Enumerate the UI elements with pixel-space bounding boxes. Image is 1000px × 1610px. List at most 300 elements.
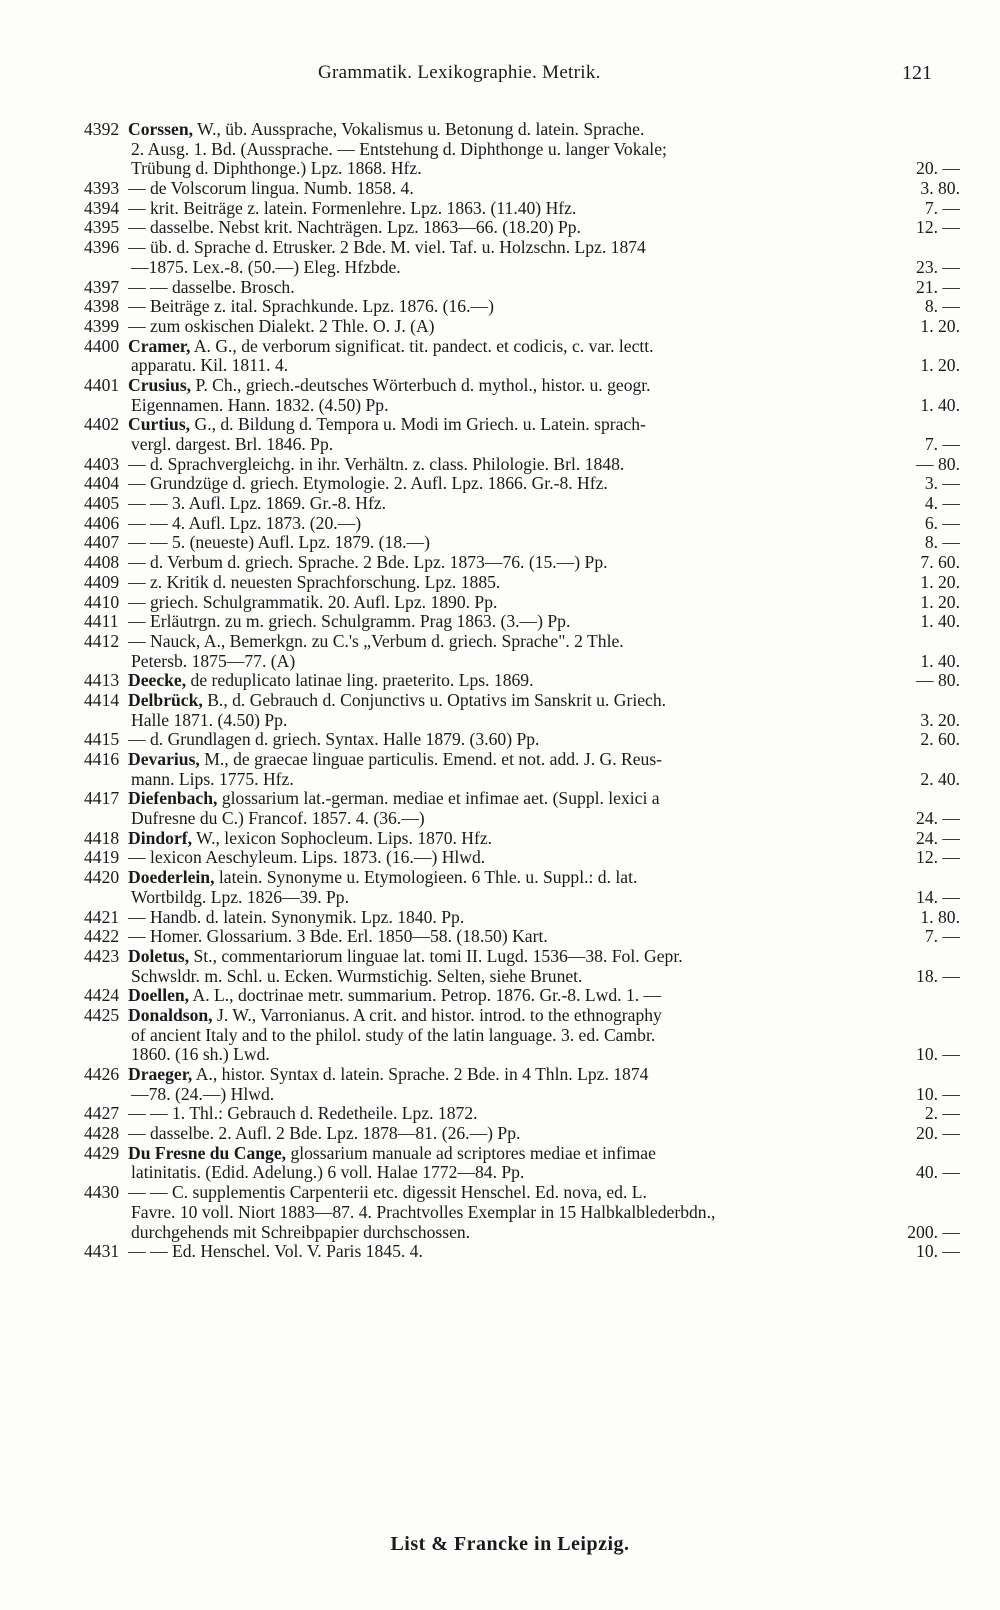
catalog-entry <box>0 927 1000 947</box>
catalog-entry <box>0 829 1000 849</box>
catalog-entry <box>0 612 1000 632</box>
entry-text <box>128 218 868 238</box>
entry-line <box>0 120 1000 140</box>
entry-line <box>0 1223 1000 1243</box>
entry-line-text: — Handb. d. latein. Synonymik. Lpz. 1840. Pp. <box>128 907 465 927</box>
entry-line-text: Eigennamen. Hann. 1832. (4.50) Pp. <box>131 395 389 415</box>
catalog-entry <box>0 120 1000 179</box>
entry-line <box>0 238 1000 258</box>
entry-line-text: — — Ed. Henschel. Vol. V. Paris 1845. 4. <box>128 1242 423 1262</box>
entry-price: 10. — <box>916 1241 960 1262</box>
entry-price: 1. 20. <box>920 355 960 376</box>
catalog-entry <box>0 1065 1000 1104</box>
entry-line-text: — — C. supplementis Carpenterii etc. digessit Henschel. Ed. nova, ed. L. <box>128 1183 647 1203</box>
entry-price: 8. — <box>924 532 960 553</box>
entry-line <box>0 553 1000 573</box>
entry-line <box>0 514 1000 534</box>
entry-text <box>128 533 868 553</box>
entry-text <box>128 671 868 691</box>
entry-text <box>131 967 871 987</box>
entry-line-text: durchgehends mit Schreibpapier durchschossen. <box>131 1222 471 1242</box>
entry-price: 40. — <box>916 1162 960 1183</box>
catalog-entry <box>0 553 1000 573</box>
entry-price: 10. — <box>916 1044 960 1065</box>
entry-line <box>0 848 1000 868</box>
footer-text: List & Francke in Leipzig. <box>390 1533 630 1555</box>
entry-line <box>0 179 1000 199</box>
entry-number: 4408 <box>84 552 120 573</box>
entry-number: 4393 <box>84 178 120 199</box>
entry-number: 4418 <box>84 827 120 848</box>
entry-line <box>0 1045 1000 1065</box>
catalog-entry <box>0 1183 1000 1242</box>
entry-line <box>0 159 1000 179</box>
entry-text <box>128 848 868 868</box>
entry-line <box>0 435 1000 455</box>
entry-price: 2. 40. <box>920 768 960 789</box>
catalog-entry <box>0 1242 1000 1262</box>
entry-line-text: — Nauck, A., Bemerkgn. zu C.'s „Verbum d. griech. Sprache". 2 Thle. <box>128 631 624 651</box>
entry-line-text: —78. (24.—) Hlwd. <box>131 1084 275 1104</box>
catalog-entry <box>0 278 1000 298</box>
entry-text <box>128 1104 868 1124</box>
entry-text <box>131 258 871 278</box>
entry-text <box>128 750 868 770</box>
entry-price: 1. 40. <box>920 650 960 671</box>
catalog-entry <box>0 179 1000 199</box>
catalog-entry <box>0 593 1000 613</box>
entry-number: 4395 <box>84 217 120 238</box>
entry-text <box>128 612 868 632</box>
entry-line-text: — Homer. Glossarium. 3 Bde. Erl. 1850—58. (18.50) Kart. <box>128 927 548 947</box>
entry-author: Dindorf, <box>128 828 193 848</box>
catalog-entry <box>0 199 1000 219</box>
entry-line-text: — dasselbe. 2. Aufl. 2 Bde. Lpz. 1878—81. (26.—) Pp. <box>128 1124 521 1144</box>
entry-text <box>131 1203 871 1223</box>
entry-author: Du Fresne du Cange, <box>128 1143 287 1163</box>
entry-line <box>0 593 1000 613</box>
entry-line-text: — d. Grundlagen d. griech. Syntax. Halle 1879. (3.60) Pp. <box>128 730 540 750</box>
entry-line-text: Dufresne du C.) Francof. 1857. 4. (36.—) <box>131 809 425 829</box>
entry-line <box>0 1163 1000 1183</box>
catalog-entry <box>0 337 1000 376</box>
entry-text <box>131 711 871 731</box>
entry-line <box>0 967 1000 987</box>
entry-line-text: — lexicon Aeschyleum. Lips. 1873. (16.—) Hlwd. <box>128 848 486 868</box>
entry-line-text: — Beiträge z. ital. Sprachkunde. Lpz. 1876. (16.—) <box>128 297 494 317</box>
entry-price: 2. 60. <box>920 729 960 750</box>
entry-line <box>0 494 1000 514</box>
catalog-entry <box>0 671 1000 691</box>
entry-line <box>0 711 1000 731</box>
entry-price: 21. — <box>916 276 960 297</box>
entry-price: 6. — <box>924 512 960 533</box>
entry-author: Corssen, <box>128 120 193 139</box>
entry-number: 4415 <box>84 729 120 750</box>
entry-number: 4403 <box>84 453 120 474</box>
entry-line <box>0 337 1000 357</box>
entry-text <box>128 1006 868 1026</box>
entry-author: Curtius, <box>128 415 191 435</box>
entry-line-text: — — 5. (neueste) Aufl. Lpz. 1879. (18.—) <box>128 533 430 553</box>
entry-text <box>128 455 868 475</box>
entry-line-text: A. L., doctrinae metr. summarium. Petrop. 1876. Gr.-8. Lwd. 1. — <box>192 986 662 1006</box>
entry-text <box>128 553 868 573</box>
entry-price: 200. — <box>907 1221 960 1242</box>
entry-number: 4401 <box>84 374 120 395</box>
entry-text <box>128 593 868 613</box>
entry-line <box>0 927 1000 947</box>
entry-text <box>128 1144 868 1164</box>
entry-line-text: A., histor. Syntax d. latein. Sprache. 2 Bde. in 4 Thln. Lpz. 1874 <box>195 1065 649 1084</box>
entry-number: 4412 <box>84 630 120 651</box>
entry-price: 20. — <box>916 1123 960 1144</box>
entry-price: 3. 20. <box>920 709 960 730</box>
catalog-entry <box>0 632 1000 671</box>
entry-number: 4413 <box>84 670 120 691</box>
entry-number: 4411 <box>84 611 119 632</box>
entry-number: 4430 <box>84 1182 120 1203</box>
entry-line <box>0 396 1000 416</box>
catalog-entry <box>0 986 1000 1006</box>
entry-line <box>0 730 1000 750</box>
entry-line <box>0 455 1000 475</box>
entry-line-text: W., lexicon Sophocleum. Lips. 1870. Hfz. <box>196 828 493 848</box>
entry-number: 4404 <box>84 473 120 494</box>
catalog-entry <box>0 750 1000 789</box>
entry-number: 4400 <box>84 335 120 356</box>
entry-number: 4392 <box>84 119 120 139</box>
entry-line <box>0 1242 1000 1262</box>
entry-number: 4425 <box>84 1004 120 1025</box>
catalog-entry <box>0 947 1000 986</box>
entry-text <box>128 908 868 928</box>
entry-number: 4399 <box>84 315 120 336</box>
entry-line <box>0 652 1000 672</box>
entry-number: 4406 <box>84 512 120 533</box>
entry-price: 24. — <box>916 827 960 848</box>
entry-line-text: — krit. Beiträge z. latein. Formenlehre. Lpz. 1863. (11.40) Hfz. <box>128 198 577 218</box>
entry-price: 1. 20. <box>920 591 960 612</box>
entry-author: Doletus, <box>128 946 190 966</box>
entry-line <box>0 199 1000 219</box>
entry-text <box>131 809 871 829</box>
entry-line <box>0 809 1000 829</box>
entry-line-text: B., d. Gebrauch d. Conjunctivs u. Optativs im Sanskrit u. Griech. <box>207 690 667 710</box>
entry-author: Deecke, <box>128 671 187 691</box>
entry-line-text: Halle 1871. (4.50) Pp. <box>131 710 288 730</box>
entry-text <box>128 376 868 396</box>
entry-price: 10. — <box>916 1083 960 1104</box>
entry-price: 1. 80. <box>920 906 960 927</box>
entry-author: Delbrück, <box>128 690 203 710</box>
entry-text <box>131 652 871 672</box>
entry-text <box>128 337 868 357</box>
entry-line <box>0 750 1000 770</box>
catalog-entry <box>0 474 1000 494</box>
entry-number: 4394 <box>84 197 120 218</box>
entry-line <box>0 1203 1000 1223</box>
entry-number: 4414 <box>84 689 120 710</box>
entry-line <box>0 1006 1000 1026</box>
entry-number: 4419 <box>84 847 120 868</box>
entry-line-text: M., de graecae linguae particulis. Emend. et not. add. J. G. Reus- <box>204 750 663 769</box>
entry-text <box>131 356 871 376</box>
entry-line-text: mann. Lips. 1775. Hfz. <box>131 769 294 789</box>
entry-number: 4417 <box>84 788 120 809</box>
entry-text <box>128 317 868 337</box>
entry-line-text: of ancient Italy and to the philol. study of the latin language. 3. ed. Cambr. <box>131 1025 656 1045</box>
entry-line <box>0 474 1000 494</box>
catalog-entry <box>0 691 1000 730</box>
entry-line-text: — z. Kritik d. neuesten Sprachforschung. Lpz. 1885. <box>128 572 501 592</box>
publisher-footer <box>0 1533 1000 1556</box>
entry-text <box>128 947 868 967</box>
entry-line <box>0 573 1000 593</box>
entry-text <box>131 396 871 416</box>
entry-number: 4410 <box>84 591 120 612</box>
entry-line <box>0 888 1000 908</box>
entry-author: Crusius, <box>128 375 192 395</box>
entry-price: 4. — <box>924 493 960 514</box>
entry-text <box>128 415 868 435</box>
entry-price: 7. — <box>924 434 960 454</box>
entry-number: 4405 <box>84 493 120 514</box>
entry-line <box>0 691 1000 711</box>
entry-text <box>128 1242 868 1262</box>
entry-text <box>131 888 871 908</box>
page-number: 121 <box>902 62 932 84</box>
entry-line-text: P. Ch., griech.-deutsches Wörterbuch d. mythol., histor. u. geogr. <box>195 375 651 395</box>
entry-author: Cramer, <box>128 336 191 356</box>
entry-price: 23. — <box>916 256 960 277</box>
entry-line <box>0 317 1000 337</box>
entry-line-text: — — 1. Thl.: Gebrauch d. Redetheile. Lpz. 1872. <box>128 1104 478 1124</box>
catalog-entries <box>0 120 1000 1262</box>
entry-line <box>0 278 1000 298</box>
entry-line <box>0 789 1000 809</box>
entry-number: 4427 <box>84 1103 120 1124</box>
entry-line-text: — — 3. Aufl. Lpz. 1869. Gr.-8. Hfz. <box>128 494 387 514</box>
entry-line-text: — — 4. Aufl. Lpz. 1873. (20.—) <box>128 513 362 533</box>
entry-price: 3. — <box>924 473 960 494</box>
entry-number: 4428 <box>84 1123 120 1144</box>
entry-price: 12. — <box>916 847 960 868</box>
entry-line-text: — de Volscorum lingua. Numb. 1858. 4. <box>128 179 414 199</box>
entry-text <box>131 1026 871 1046</box>
entry-line-text: — Grundzüge d. griech. Etymologie. 2. Aufl. Lpz. 1866. Gr.-8. Hfz. <box>128 474 608 494</box>
entry-author: Draeger, <box>128 1065 193 1084</box>
entry-price: — 80. <box>916 453 960 474</box>
entry-line-text: G., d. Bildung d. Tempora u. Modi im Griech. u. Latein. sprach- <box>194 415 646 435</box>
entry-number: 4396 <box>84 237 120 258</box>
entry-line-text: — griech. Schulgrammatik. 20. Aufl. Lpz. 1890. Pp. <box>128 592 498 612</box>
catalog-entry <box>0 455 1000 475</box>
entry-line-text: —1875. Lex.-8. (50.—) Eleg. Hfzbde. <box>131 257 401 277</box>
entry-text <box>131 1045 871 1065</box>
entry-text <box>128 1183 868 1203</box>
catalog-entry <box>0 848 1000 868</box>
entry-text <box>128 278 868 298</box>
entry-line <box>0 415 1000 435</box>
entry-line-text: 1860. (16 sh.) Lwd. <box>131 1045 270 1065</box>
entry-line-text: J. W., Varronianus. A crit. and histor. introd. to the ethnography <box>217 1005 662 1025</box>
entry-text <box>128 1124 868 1144</box>
entry-line <box>0 829 1000 849</box>
entry-line-text: apparatu. Kil. 1811. 4. <box>131 356 289 376</box>
entry-author: Doederlein, <box>128 868 215 888</box>
entry-line-text: vergl. dargest. Brl. 1846. Pp. <box>131 435 334 454</box>
entry-line-text: — — dasselbe. Brosch. <box>128 277 295 297</box>
entry-author: Donaldson, <box>128 1005 213 1025</box>
entry-line <box>0 533 1000 553</box>
entry-text <box>128 868 868 888</box>
entry-price: 8. — <box>924 296 960 317</box>
entry-number: 4423 <box>84 945 120 966</box>
entry-price: 12. — <box>916 217 960 238</box>
entry-text <box>131 159 871 179</box>
entry-number: 4409 <box>84 571 120 592</box>
entry-text <box>131 1085 871 1105</box>
entry-price: 3. 80. <box>920 178 960 199</box>
entry-price: 24. — <box>916 808 960 829</box>
entry-line <box>0 376 1000 396</box>
entry-text <box>131 1163 871 1183</box>
catalog-entry <box>0 1104 1000 1124</box>
entry-line <box>0 986 1000 1006</box>
entry-line <box>0 868 1000 888</box>
entry-text <box>128 179 868 199</box>
catalog-entry <box>0 415 1000 454</box>
entry-line <box>0 297 1000 317</box>
entry-number: 4402 <box>84 414 120 435</box>
entry-line <box>0 1124 1000 1144</box>
entry-text <box>128 632 868 652</box>
entry-text <box>131 140 871 160</box>
entry-price: 7. — <box>924 926 960 947</box>
entry-line-text: — zum oskischen Dialekt. 2 Thle. O. J. (A) <box>128 316 435 336</box>
entry-line-text: — d. Sprachvergleichg. in ihr. Verhältn. z. class. Philologie. Brl. 1848. <box>128 454 625 474</box>
catalog-entry <box>0 1006 1000 1065</box>
entry-line <box>0 770 1000 790</box>
entry-text <box>128 120 868 140</box>
entry-line-text: 2. Ausg. 1. Bd. (Aussprache. — Entstehung d. Diphthonge u. langer Vokale; <box>131 139 667 159</box>
entry-text <box>131 1223 871 1243</box>
entry-line-text: — dasselbe. Nebst krit. Nachträgen. Lpz. 1863—66. (18.20) Pp. <box>128 218 581 238</box>
entry-line-text: — üb. d. Sprache d. Etrusker. 2 Bde. M. viel. Taf. u. Holzschn. Lpz. 1874 <box>128 238 646 258</box>
entry-line <box>0 1104 1000 1124</box>
entry-line-text: — Erläutrgn. zu m. griech. Schulgramm. Prag 1863. (3.—) Pp. <box>128 612 571 632</box>
entry-number: 4422 <box>84 926 120 947</box>
entry-text <box>128 691 868 711</box>
entry-number: 4416 <box>84 749 120 769</box>
entry-line <box>0 140 1000 160</box>
catalog-entry <box>0 1124 1000 1144</box>
page-header <box>0 62 1000 92</box>
entry-line-text: — d. Verbum d. griech. Sprache. 2 Bde. Lpz. 1873—76. (15.—) Pp. <box>128 553 608 573</box>
entry-text <box>128 199 868 219</box>
entry-text <box>128 986 868 1006</box>
entry-line <box>0 218 1000 238</box>
entry-line <box>0 1065 1000 1085</box>
catalog-entry <box>0 1144 1000 1183</box>
page-title: Grammatik. Lexikographie. Metrik. <box>318 62 601 83</box>
entry-line-text: latinitatis. (Edid. Adelung.) 6 voll. Halae 1772—84. Pp. <box>131 1163 525 1183</box>
entry-price: 18. — <box>916 965 960 986</box>
entry-line <box>0 947 1000 967</box>
entry-number: 4431 <box>84 1241 120 1262</box>
entry-number: 4424 <box>84 985 120 1006</box>
entry-text <box>131 770 871 790</box>
entry-line-text: St., commentariorum linguae lat. tomi II. Lugd. 1536—38. Fol. Gepr. <box>193 946 683 966</box>
catalog-entry <box>0 297 1000 317</box>
catalog-entry <box>0 573 1000 593</box>
catalog-entry <box>0 514 1000 534</box>
entry-line <box>0 612 1000 632</box>
catalog-entry <box>0 730 1000 750</box>
entry-text <box>128 494 868 514</box>
entry-line <box>0 1026 1000 1046</box>
entry-line-text: W., üb. Aussprache, Vokalismus u. Betonung d. latein. Sprache. <box>197 120 645 139</box>
entry-price: 1. 40. <box>920 394 960 415</box>
entry-number: 4426 <box>84 1064 120 1084</box>
catalog-entry <box>0 317 1000 337</box>
entry-price: 2. — <box>924 1103 960 1124</box>
entry-line-text: glossarium lat.-german. mediae et infimae aet. (Suppl. lexici a <box>221 789 660 809</box>
entry-text <box>128 297 868 317</box>
entry-number: 4421 <box>84 906 120 927</box>
entry-line <box>0 632 1000 652</box>
entry-number: 4420 <box>84 867 120 888</box>
catalog-entry <box>0 238 1000 277</box>
catalog-entry <box>0 376 1000 415</box>
entry-line-text: Petersb. 1875—77. (A) <box>131 651 296 671</box>
entry-author: Diefenbach, <box>128 789 218 809</box>
catalog-entry <box>0 533 1000 553</box>
catalog-entry <box>0 494 1000 514</box>
entry-line-text: Favre. 10 voll. Niort 1883—87. 4. Prachtvolles Exemplar in 15 Halbkalblederbdn., <box>131 1202 716 1222</box>
entry-number: 4398 <box>84 296 120 317</box>
entry-text <box>128 1065 868 1085</box>
entry-line <box>0 356 1000 376</box>
entry-price: 1. 40. <box>920 611 960 632</box>
entry-line-text: A. G., de verborum significat. tit. pandect. et codicis, c. var. lectt. <box>193 336 654 356</box>
entry-number: 4407 <box>84 532 120 553</box>
entry-text <box>131 435 871 455</box>
entry-line <box>0 1085 1000 1105</box>
entry-text <box>128 730 868 750</box>
entry-line <box>0 671 1000 691</box>
entry-price: 7. — <box>924 197 960 218</box>
entry-line-text: glossarium manuale ad scriptores mediae et infimae <box>290 1143 656 1163</box>
entry-author: Devarius, <box>128 750 200 769</box>
entry-line-text: Wortbildg. Lpz. 1826—39. Pp. <box>131 887 350 907</box>
entry-line-text: Schwsldr. m. Schl. u. Ecken. Wurmstichig. Selten, siehe Brunet. <box>131 966 583 986</box>
entry-price: 1. 20. <box>920 315 960 336</box>
entry-price: — 80. <box>916 670 960 691</box>
entry-author: Doellen, <box>128 986 190 1006</box>
entry-price: 20. — <box>916 158 960 179</box>
entry-number: 4397 <box>84 276 120 297</box>
entry-line-text: de reduplicato latinae ling. praeterito. Lps. 1869. <box>190 671 534 691</box>
catalog-entry <box>0 868 1000 907</box>
catalog-entry <box>0 218 1000 238</box>
entry-line <box>0 1183 1000 1203</box>
catalog-entry <box>0 908 1000 928</box>
entry-line <box>0 1144 1000 1164</box>
entry-price: 7. 60. <box>920 552 960 573</box>
entry-text <box>128 474 868 494</box>
